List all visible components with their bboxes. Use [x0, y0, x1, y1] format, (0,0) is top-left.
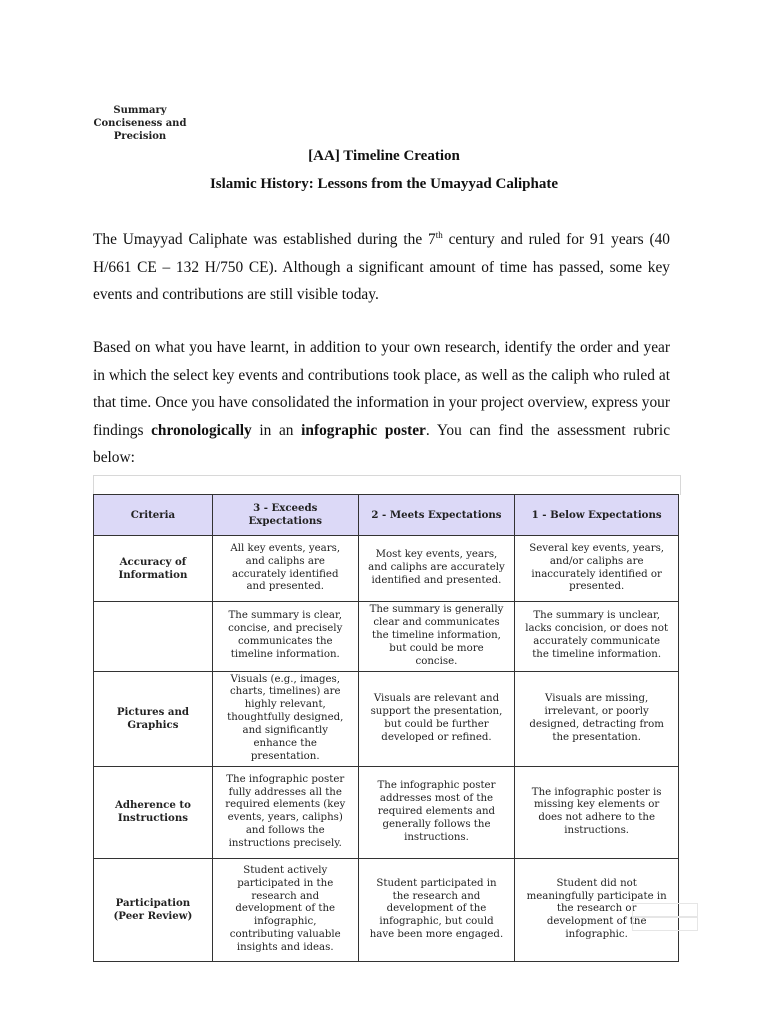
intro-paragraph [93, 226, 670, 309]
exceeds-cell: The summary is clear, concise, and precisely communicates the timeline information. [212, 602, 358, 672]
table-outer-frame [93, 475, 681, 495]
document-title: [AA] Timeline Creation [308, 148, 460, 164]
table-row [94, 602, 679, 672]
below-cell: Visuals are missing, irrelevant, or poorly designed, detracting from the presentation. [515, 671, 679, 766]
intro-text-cont: century and ruled for 91 years (40 H/661 CE – 132 H/750 CE). Although a significant amount of time has passed, some key events and contributions are still visible today. [93, 231, 670, 303]
below-cell: The summary is unclear, lacks concision, or does not accurately communicate the timeline information. [515, 602, 679, 672]
meets-cell: The infographic poster addresses most of the required elements and generally follows the instructions. [358, 766, 515, 858]
emphasis-infographic-poster: infographic poster [301, 421, 426, 439]
below-cell: Several key events, years, and/or caliphs are inaccurately identified or presented. [515, 536, 679, 602]
instructions-text: Based on what you have learnt, in addition to your own research, identify the order and year in which the select key events and contributions took place, as well as the caliph who ruled at that time. Once you have consolidated the information in your project overview, express your findings [93, 339, 670, 439]
meets-cell: Student participated in the research and development of the infographic, but could have been more engaged. [358, 858, 515, 961]
instructions-text: in an [251, 421, 302, 439]
floating-label-line: Precision [113, 131, 167, 142]
criteria-cell: Adherence to Instructions [94, 766, 213, 858]
table-row [94, 766, 679, 858]
meets-cell: The summary is generally clear and communicates the timeline information, but could be more concise. [358, 602, 515, 672]
header-below: 1 - Below Expectations [515, 495, 679, 536]
assessment-rubric-table [93, 494, 679, 962]
below-cell: The infographic poster is missing key elements or does not adhere to the instructions. [515, 766, 679, 858]
below-cell: Student did not meaningfully participate in the research or development of the infographic. [515, 858, 679, 961]
header-meets: 2 - Meets Expectations [358, 495, 515, 536]
floating-label-line: Conciseness and [93, 118, 187, 129]
table-row [94, 536, 679, 602]
meets-cell: Most key events, years, and caliphs are accurately identified and presented. [358, 536, 515, 602]
exceeds-cell: The infographic poster fully addresses all the required elements (key events, years, caliphs) and follows the instructions precisely. [212, 766, 358, 858]
criteria-cell: Participation (Peer Review) [94, 858, 213, 961]
empty-text-box [632, 917, 698, 931]
empty-text-box [632, 903, 698, 917]
header-exceeds: 3 - Exceeds Expectations [212, 495, 358, 536]
instructions-text: . You can find the assessment rubric below: [93, 421, 671, 466]
emphasis-chronologically: chronologically [151, 421, 252, 439]
ordinal-suffix: th [435, 229, 443, 240]
criteria-cell: Accuracy of Information [94, 536, 213, 602]
exceeds-cell: Visuals (e.g., images, charts, timelines) are highly relevant, thoughtfully designed, and significantly enhance the presentation. [212, 671, 358, 766]
criteria-cell [94, 602, 213, 672]
floating-text-box-label [92, 104, 188, 143]
exceeds-cell: Student actively participated in the research and development of the infographic, contributing valuable insights and ideas. [212, 858, 358, 961]
table-header-row [94, 495, 679, 536]
document-subtitle: Islamic History: Lessons from the Umayyad Caliphate [209, 176, 559, 192]
criteria-cell: Pictures and Graphics [94, 671, 213, 766]
exceeds-cell: All key events, years, and caliphs are accurately identified and presented. [212, 536, 358, 602]
header-criteria: Criteria [94, 495, 213, 536]
intro-text: The Umayyad Caliphate was established during the 7 [93, 231, 436, 248]
instructions-paragraph [93, 334, 670, 472]
floating-label-line: Summary [113, 105, 167, 116]
table-row [94, 858, 679, 961]
meets-cell: Visuals are relevant and support the presentation, but could be further developed or refined. [358, 671, 515, 766]
table-row [94, 671, 679, 766]
